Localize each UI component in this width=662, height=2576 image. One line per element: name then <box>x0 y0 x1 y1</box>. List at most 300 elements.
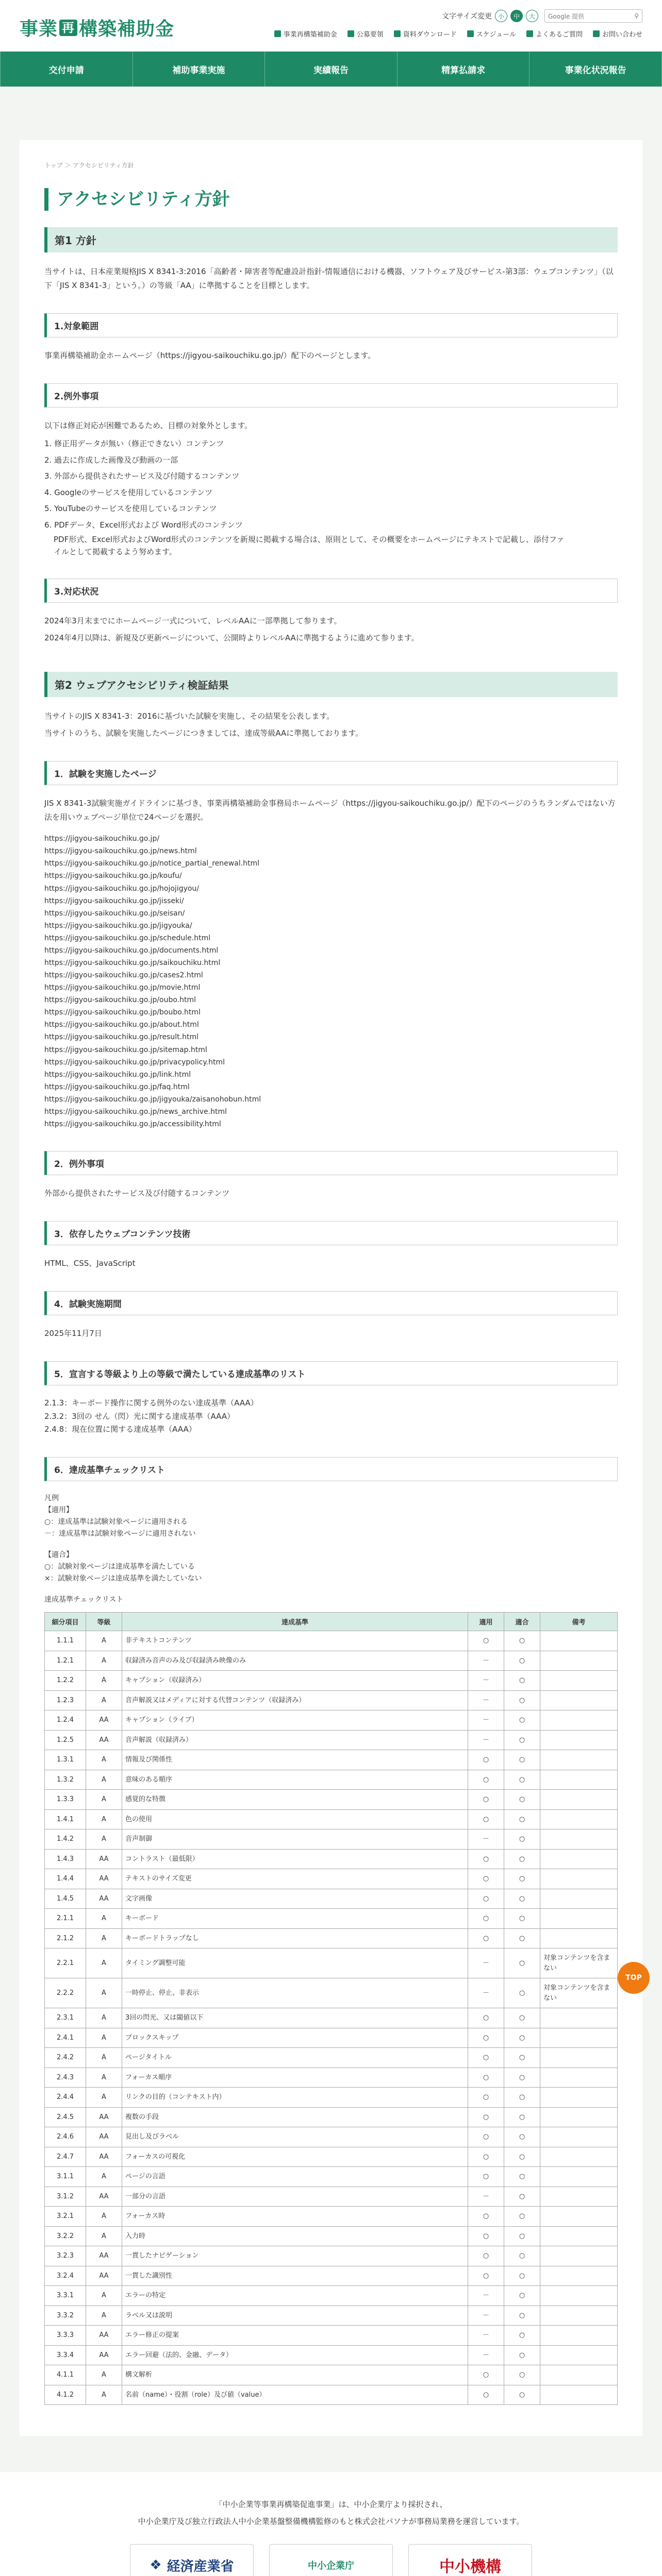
tested-url-link[interactable]: https://jigyou-saikouchiku.go.jp/notice_partial_renewal.html <box>44 859 260 868</box>
cell-apply: ○ <box>468 2088 504 2108</box>
cell-level: A <box>86 1651 122 1671</box>
tested-url-link[interactable]: https://jigyou-saikouchiku.go.jp/koufu/ <box>44 872 182 880</box>
tested-url-link[interactable]: https://jigyou-saikouchiku.go.jp/boubo.html <box>44 1008 201 1017</box>
cell-apply: ○ <box>468 1849 504 1869</box>
cell-id: 2.4.5 <box>45 2107 86 2127</box>
cell-conform: ○ <box>504 2107 540 2127</box>
col-header: 細分項目 <box>45 1613 86 1631</box>
header-link-download[interactable]: 資料ダウンロード <box>394 29 457 39</box>
cell-criterion: 3回の閃光、又は閾値以下 <box>122 2008 468 2028</box>
header-link-faq[interactable]: よくあるご質問 <box>526 29 583 39</box>
tested-url-link[interactable]: https://jigyou-saikouchiku.go.jp/privacypolicy.html <box>44 1058 225 1066</box>
cell-criterion: 文字画像 <box>122 1889 468 1909</box>
cell-apply: ○ <box>468 2067 504 2088</box>
logo-text-main: 事業 <box>20 19 58 40</box>
cell-criterion: 感覚的な特徴 <box>122 1790 468 1810</box>
font-size-large[interactable]: 大 <box>526 10 538 22</box>
status-text-2: 2024年4月以降は、新規及び更新ページについて、公開時よりレベルAAに準拠するように進めて参ります。 <box>44 633 419 643</box>
aaa-item: 2.3.2：3回の せん（閃）光に関する達成基準（AAA） <box>44 1411 235 1421</box>
cell-id: 3.3.3 <box>45 2326 86 2346</box>
subheading-tested-pages: 1．試験を実施したページ <box>44 761 618 785</box>
cell-level: A <box>86 1928 122 1948</box>
tested-url-link[interactable]: https://jigyou-saikouchiku.go.jp/faq.html <box>44 1082 190 1091</box>
nav-item-seisan[interactable]: 精算払請求 <box>398 52 530 87</box>
cell-note <box>540 2127 618 2147</box>
site-footer <box>0 2472 662 2576</box>
cell-level: A <box>86 1770 122 1790</box>
table-row <box>45 2107 618 2127</box>
cell-note <box>540 1750 618 1770</box>
cell-note <box>540 1690 618 1710</box>
document-icon <box>347 30 354 37</box>
cell-conform: ○ <box>504 2187 540 2207</box>
chusho-logo[interactable]: 中小企業庁 <box>269 2544 393 2576</box>
cell-conform: ○ <box>504 1651 540 1671</box>
cell-id: 1.2.2 <box>45 1671 86 1691</box>
list-item: 6. PDFデータ、Excel形式および Word形式のコンテンツ <box>44 520 243 530</box>
cell-level: AA <box>86 1849 122 1869</box>
font-size-label: 文字サイズ変更 <box>442 12 492 21</box>
section-heading-policy: 第1 方針 <box>44 227 618 252</box>
cell-apply: － <box>468 1671 504 1691</box>
cell-level: AA <box>86 1730 122 1750</box>
cell-id: 3.3.1 <box>45 2286 86 2306</box>
home-icon <box>274 30 281 37</box>
back-to-top-button[interactable]: TOP <box>618 1962 650 1994</box>
footer-text-2: 中小企業庁及び独立行政法人中小企業基盤整備機構監修のもと株式会社パソナが事務局業務を運営しています。 <box>138 2517 524 2527</box>
meti-mark-icon: ❖ <box>150 2557 162 2573</box>
tested-url-link[interactable]: https://jigyou-saikouchiku.go.jp/jigyouka/ <box>44 921 192 930</box>
legend <box>44 1493 618 1606</box>
font-size-medium[interactable]: 中 <box>510 10 523 22</box>
page-title: アクセシビリティ方針 <box>44 188 618 211</box>
cell-criterion: 見出し及びラベル <box>122 2127 468 2147</box>
footer-logos <box>0 2544 662 2576</box>
col-header: 備考 <box>540 1613 618 1631</box>
cell-conform: ○ <box>504 1909 540 1929</box>
subheading-status: 3.対応状況 <box>44 579 618 603</box>
list-item: 2. 過去に作成した画像及び動画の一部 <box>44 455 178 465</box>
cell-criterion: キーボード <box>122 1909 468 1929</box>
header-link-contact[interactable]: お問い合わせ <box>593 29 642 39</box>
cell-id: 2.4.1 <box>45 2028 86 2048</box>
header-links <box>274 29 642 39</box>
cell-note <box>540 2048 618 2068</box>
header-link-top[interactable]: 事業再構築補助金 <box>274 29 337 39</box>
cell-apply: － <box>468 1829 504 1850</box>
tested-url-link[interactable]: https://jigyou-saikouchiku.go.jp/saikouchiku.html <box>44 958 221 967</box>
cell-level: A <box>86 1948 122 1978</box>
cell-note <box>540 2326 618 2346</box>
cell-note <box>540 2365 618 2385</box>
nav-item-koufu[interactable]: 交付申請 <box>0 52 133 87</box>
cell-apply: － <box>468 1948 504 1978</box>
tested-url-link[interactable]: https://jigyou-saikouchiku.go.jp/result.html <box>44 1033 198 1042</box>
cell-apply: ○ <box>468 2266 504 2286</box>
legend-item: ×：試験対象ページは達成基準を満たしていない <box>44 1574 202 1583</box>
cell-note <box>540 2226 618 2246</box>
cell-apply: ○ <box>468 2008 504 2028</box>
cell-note <box>540 2187 618 2207</box>
header-tools <box>442 9 642 23</box>
logo-text-tail: 構築補助金 <box>79 19 175 40</box>
nav-item-jisseki[interactable]: 実績報告 <box>265 52 398 87</box>
table-row <box>45 2326 618 2346</box>
cell-id: 2.4.4 <box>45 2088 86 2108</box>
cell-id: 1.1.1 <box>45 1631 86 1651</box>
cell-note <box>540 2167 618 2187</box>
subheading-checklist: 6．達成基準チェックリスト <box>44 1457 618 1481</box>
cell-conform: ○ <box>504 1869 540 1889</box>
table-row <box>45 1631 618 1651</box>
tested-url-link[interactable]: https://jigyou-saikouchiku.go.jp/about.html <box>44 1021 199 1029</box>
tested-url-link[interactable]: https://jigyou-saikouchiku.go.jp/cases2.html <box>44 971 203 980</box>
table-row <box>45 1809 618 1829</box>
aaa-item: 2.1.3：キーボード操作に関する例外のない達成基準（AAA） <box>44 1398 258 1408</box>
footer-text-1: 「中小企業等事業再構築促進事業」は、中小企業庁より採択され、 <box>214 2500 448 2510</box>
cell-id: 1.4.3 <box>45 1849 86 1869</box>
cell-conform: ○ <box>504 2306 540 2326</box>
cell-id: 1.4.1 <box>45 1809 86 1829</box>
main-content <box>20 140 642 2436</box>
cell-criterion: キャプション（収録済み） <box>122 1671 468 1691</box>
cell-id: 1.2.1 <box>45 1651 86 1671</box>
search-input[interactable] <box>544 9 642 23</box>
cell-level: A <box>86 1750 122 1770</box>
tested-url-link[interactable]: https://jigyou-saikouchiku.go.jp/link.html <box>44 1070 191 1079</box>
cell-criterion: コントラスト（最低限） <box>122 1849 468 1869</box>
cell-note <box>540 1770 618 1790</box>
table-row <box>45 1710 618 1731</box>
main-wrapper <box>0 87 662 2472</box>
status-text-1: 2024年3月末までにホームページ一式について、レベルAAに一部準拠して参ります。 <box>44 616 342 626</box>
col-header: 等級 <box>86 1613 122 1631</box>
cell-conform: ○ <box>504 2385 540 2405</box>
table-row <box>45 2207 618 2227</box>
cell-id: 3.1.2 <box>45 2187 86 2207</box>
cell-conform: ○ <box>504 1928 540 1948</box>
table-row <box>45 2008 618 2028</box>
header-link-guidelines[interactable]: 公募要領 <box>347 29 384 39</box>
cell-note <box>540 2147 618 2167</box>
cell-note <box>540 2107 618 2127</box>
cell-conform: ○ <box>504 2207 540 2227</box>
cell-id: 4.1.2 <box>45 2385 86 2405</box>
table-row <box>45 1790 618 1810</box>
cell-note <box>540 1790 618 1810</box>
cell-conform: ○ <box>504 1690 540 1710</box>
cell-criterion: 音声解説又はメディアに対する代替コンテンツ（収録済み） <box>122 1690 468 1710</box>
cell-apply: － <box>468 2345 504 2365</box>
cell-conform: ○ <box>504 1730 540 1750</box>
cell-id: 1.3.3 <box>45 1790 86 1810</box>
cell-criterion: 音声解説（収録済み） <box>122 1730 468 1750</box>
cell-apply: ○ <box>468 1869 504 1889</box>
tested-url-link[interactable]: https://jigyou-saikouchiku.go.jp/hojojigyou/ <box>44 884 200 893</box>
table-row <box>45 2048 618 2068</box>
table-row <box>45 2266 618 2286</box>
cell-level: A <box>86 2067 122 2088</box>
cell-conform: ○ <box>504 2246 540 2266</box>
table-row <box>45 1889 618 1909</box>
cell-note <box>540 1710 618 1731</box>
table-row <box>45 1869 618 1889</box>
cell-conform: ○ <box>504 1790 540 1810</box>
cell-criterion: 意味のある順序 <box>122 1770 468 1790</box>
cell-apply: － <box>468 2326 504 2346</box>
cell-criterion: 収録済み音声のみ及び収録済み映像のみ <box>122 1651 468 1671</box>
cell-apply: － <box>468 1730 504 1750</box>
list-item: 4. Googleのサービスを使用しているコンテンツ <box>44 487 213 497</box>
search-icon[interactable]: ⚲ <box>634 12 639 20</box>
cell-note <box>540 1829 618 1850</box>
exceptions-2-text: 外部から提供されたサービス及び付随するコンテンツ <box>44 1189 230 1198</box>
cell-conform: ○ <box>504 1849 540 1869</box>
cell-apply: ○ <box>468 2246 504 2266</box>
cell-criterion: フォーカス順序 <box>122 2067 468 2088</box>
cell-id: 1.2.3 <box>45 1690 86 1710</box>
cell-apply: ○ <box>468 2048 504 2068</box>
cell-level: AA <box>86 1710 122 1731</box>
tested-url-link[interactable]: https://jigyou-saikouchiku.go.jp/schedule.html <box>44 934 211 942</box>
cell-conform: ○ <box>504 1978 540 2008</box>
table-row <box>45 1770 618 1790</box>
cell-id: 2.1.1 <box>45 1909 86 1929</box>
tested-url-link[interactable]: https://jigyou-saikouchiku.go.jp/news.html <box>44 847 197 856</box>
table-header-row <box>45 1613 618 1631</box>
meti-logo[interactable]: ❖ 経済産業省 <box>130 2544 254 2576</box>
cell-criterion: 非テキストコンテンツ <box>122 1631 468 1651</box>
table-row <box>45 2246 618 2266</box>
cell-note <box>540 1631 618 1651</box>
exceptions-list <box>44 436 618 533</box>
calendar-icon <box>467 30 474 37</box>
cell-criterion: 一部分の言語 <box>122 2187 468 2207</box>
cell-criterion: エラーの特定 <box>122 2286 468 2306</box>
col-header: 達成基準 <box>122 1613 468 1631</box>
cell-id: 2.4.6 <box>45 2127 86 2147</box>
cell-level: AA <box>86 1869 122 1889</box>
cell-note <box>540 2246 618 2266</box>
technologies-text: HTML、CSS、JavaScript <box>44 1259 136 1268</box>
cell-note <box>540 2008 618 2028</box>
tested-url-list <box>44 833 618 1130</box>
col-header: 適合 <box>504 1613 540 1631</box>
question-icon <box>526 30 533 37</box>
cell-apply: ○ <box>468 1631 504 1651</box>
table-row <box>45 2167 618 2187</box>
list-item: 3. 外部から提供されたサービス及び付随するコンテンツ <box>44 471 240 481</box>
nav-item-hojo[interactable]: 補助事業実施 <box>133 52 266 87</box>
cell-id: 2.4.2 <box>45 2048 86 2068</box>
cell-level: AA <box>86 2187 122 2207</box>
cell-apply: － <box>468 1690 504 1710</box>
tested-url-link[interactable]: https://jigyou-saikouchiku.go.jp/accessibility.html <box>44 1120 221 1128</box>
cell-apply: － <box>468 1710 504 1731</box>
cell-criterion: キャプション（ライブ） <box>122 1710 468 1731</box>
tested-url-link[interactable]: https://jigyou-saikouchiku.go.jp/seisan/ <box>44 909 185 918</box>
cell-note: 対象コンテンツを含まない <box>540 1978 618 2008</box>
exceptions-intro: 以下は修正対応が困難であるため、目標の対象外とします。 <box>44 421 253 431</box>
cell-level: A <box>86 1829 122 1850</box>
cell-conform: ○ <box>504 1671 540 1691</box>
cell-id: 2.4.7 <box>45 2147 86 2167</box>
cell-level: A <box>86 1909 122 1929</box>
header-link-schedule[interactable]: スケジュール <box>467 29 516 39</box>
cell-level: A <box>86 2226 122 2246</box>
cell-note <box>540 1651 618 1671</box>
breadcrumb[interactable]: トップ ＞ アクセシビリティ方針 <box>44 162 134 169</box>
cell-level: A <box>86 1690 122 1710</box>
aaa-item: 2.4.8：現在位置に関する達成基準（AAA） <box>44 1425 196 1434</box>
cell-level: AA <box>86 2266 122 2286</box>
cell-note <box>540 2028 618 2048</box>
cell-id: 3.3.4 <box>45 2345 86 2365</box>
table-row <box>45 1730 618 1750</box>
cell-note <box>540 2088 618 2108</box>
table-row <box>45 2147 618 2167</box>
cell-criterion: 音声制御 <box>122 1829 468 1850</box>
cell-criterion: 情報及び関係性 <box>122 1750 468 1770</box>
site-logo[interactable] <box>20 14 174 41</box>
legend-conform-heading: 【適合】 <box>44 1550 73 1559</box>
cell-criterion: ラベル又は説明 <box>122 2306 468 2326</box>
font-size-small[interactable]: 小 <box>495 10 507 22</box>
cell-apply: ○ <box>468 1750 504 1770</box>
cell-apply: ○ <box>468 2226 504 2246</box>
cell-conform: ○ <box>504 1770 540 1790</box>
legend-apply-heading: 【適用】 <box>44 1505 73 1514</box>
legend-item: －：達成基準は試験対象ページに適用されない <box>44 1529 196 1538</box>
cell-conform: ○ <box>504 2147 540 2167</box>
cell-id: 1.4.2 <box>45 1829 86 1850</box>
cell-apply: ○ <box>468 2167 504 2187</box>
table-row <box>45 2088 618 2108</box>
tested-url-link[interactable]: https://jigyou-saikouchiku.go.jp/oubo.html <box>44 996 196 1005</box>
cell-id: 1.3.1 <box>45 1750 86 1770</box>
policy-text: 当サイトは、日本産業規格JIS X 8341-3:2016「高齢者・障害者等配慮設計指針-情報通信における機器、ソフトウェア及びサービス-第3部：ウェブコンテンツ」（以下「JIS X 8341-3」という。）の等級「AA」に準拠することを目標とします。 <box>44 267 614 291</box>
cell-apply: ○ <box>468 2107 504 2127</box>
cell-level: AA <box>86 2127 122 2147</box>
table-title: 達成基準チェックリスト <box>44 1596 124 1604</box>
cell-level: A <box>86 2306 122 2326</box>
table-row <box>45 1978 618 2008</box>
cell-conform: ○ <box>504 2088 540 2108</box>
subheading-technologies: 3．依存したウェブコンテンツ技術 <box>44 1221 618 1245</box>
table-row <box>45 1651 618 1671</box>
tested-url-link[interactable]: https://jigyou-saikouchiku.go.jp/documents.html <box>44 946 219 955</box>
list-item: 5. YouTubeのサービスを使用しているコンテンツ <box>44 504 217 514</box>
cell-id: 2.2.1 <box>45 1948 86 1978</box>
cell-conform: ○ <box>504 1631 540 1651</box>
exceptions-note: PDF形式、Excel形式およびWord形式のコンテンツを新規に掲載する場合は、原則として、その概要をホームページにテキストで記載し、添付ファ イルとして掲載するよう努めます。 <box>54 535 565 557</box>
cell-criterion: 一貫した識別性 <box>122 2266 468 2286</box>
cell-level: A <box>86 2167 122 2187</box>
cell-level: A <box>86 1790 122 1810</box>
cell-apply: ○ <box>468 1770 504 1790</box>
subheading-scope: 1.対象範囲 <box>44 313 618 337</box>
cell-id: 2.2.2 <box>45 1978 86 2008</box>
cell-level: A <box>86 2028 122 2048</box>
cell-criterion: タイミング調整可能 <box>122 1948 468 1978</box>
table-row <box>45 2127 618 2147</box>
cell-apply: － <box>468 2306 504 2326</box>
cell-level: AA <box>86 2246 122 2266</box>
subheading-exceptions-2: 2．例外事項 <box>44 1151 618 1175</box>
cell-level: AA <box>86 2345 122 2365</box>
nav-item-jigyouka[interactable]: 事業化状況報告 <box>529 52 662 87</box>
tested-url-link[interactable]: https://jigyou-saikouchiku.go.jp/movie.html <box>44 984 201 992</box>
cell-conform: ○ <box>504 2167 540 2187</box>
table-row <box>45 2345 618 2365</box>
cell-level: AA <box>86 2326 122 2346</box>
cell-id: 3.3.2 <box>45 2306 86 2326</box>
cell-conform: ○ <box>504 1710 540 1731</box>
cell-conform: ○ <box>504 2067 540 2088</box>
font-size-switch <box>442 10 538 22</box>
table-row <box>45 2028 618 2048</box>
tested-url-link[interactable]: https://jigyou-saikouchiku.go.jp/news_archive.html <box>44 1107 227 1116</box>
cell-id: 1.4.4 <box>45 1869 86 1889</box>
cell-apply: ○ <box>468 1809 504 1829</box>
cell-level: A <box>86 2088 122 2108</box>
cell-apply: ○ <box>468 1909 504 1929</box>
cell-apply: ○ <box>468 2127 504 2147</box>
cell-conform: ○ <box>504 2048 540 2068</box>
results-text-2: 当サイトのうち、試験を実施したページにつきましては、達成等級AAに準拠しております。 <box>44 728 363 738</box>
cell-criterion: エラー回避（法的、金融、データ） <box>122 2345 468 2365</box>
table-row <box>45 1690 618 1710</box>
tested-url-link[interactable]: https://jigyou-saikouchiku.go.jp/sitemap.html <box>44 1045 207 1054</box>
cell-level: AA <box>86 2107 122 2127</box>
cell-level: A <box>86 2008 122 2028</box>
table-row <box>45 1849 618 1869</box>
cell-apply: ○ <box>468 2385 504 2405</box>
cell-id: 2.4.3 <box>45 2067 86 2088</box>
cell-note <box>540 1809 618 1829</box>
table-row <box>45 1909 618 1929</box>
col-header: 適用 <box>468 1613 504 1631</box>
cell-criterion: 複数の手段 <box>122 2107 468 2127</box>
cell-conform: ○ <box>504 1750 540 1770</box>
cell-conform: ○ <box>504 2365 540 2385</box>
cell-level: AA <box>86 2147 122 2167</box>
global-nav <box>0 52 662 87</box>
cell-apply: ○ <box>468 2207 504 2227</box>
cell-conform: ○ <box>504 2286 540 2306</box>
cell-conform: ○ <box>504 2226 540 2246</box>
cell-note <box>540 1671 618 1691</box>
cell-criterion: 構文解析 <box>122 2365 468 2385</box>
cell-id: 2.1.2 <box>45 1928 86 1948</box>
cell-id: 4.1.1 <box>45 2365 86 2385</box>
cell-conform: ○ <box>504 2326 540 2346</box>
cell-apply: ○ <box>468 1790 504 1810</box>
table-row <box>45 2226 618 2246</box>
tested-url-link[interactable]: https://jigyou-saikouchiku.go.jp/ <box>44 835 160 843</box>
cell-id: 3.2.3 <box>45 2246 86 2266</box>
cell-level: A <box>86 2365 122 2385</box>
tested-url-link[interactable]: https://jigyou-saikouchiku.go.jp/jisseki/ <box>44 896 184 905</box>
smrj-logo[interactable]: 中小機構 <box>408 2544 532 2576</box>
tested-url-link[interactable]: https://jigyou-saikouchiku.go.jp/jigyouka/zaisanohobun.html <box>44 1095 261 1104</box>
cell-apply: － <box>468 1978 504 2008</box>
cell-criterion: 一貫したナビゲーション <box>122 2246 468 2266</box>
cell-criterion: ページタイトル <box>122 2048 468 2068</box>
cell-note <box>540 1849 618 1869</box>
cell-level: A <box>86 1978 122 2008</box>
cell-id: 2.3.1 <box>45 2008 86 2028</box>
